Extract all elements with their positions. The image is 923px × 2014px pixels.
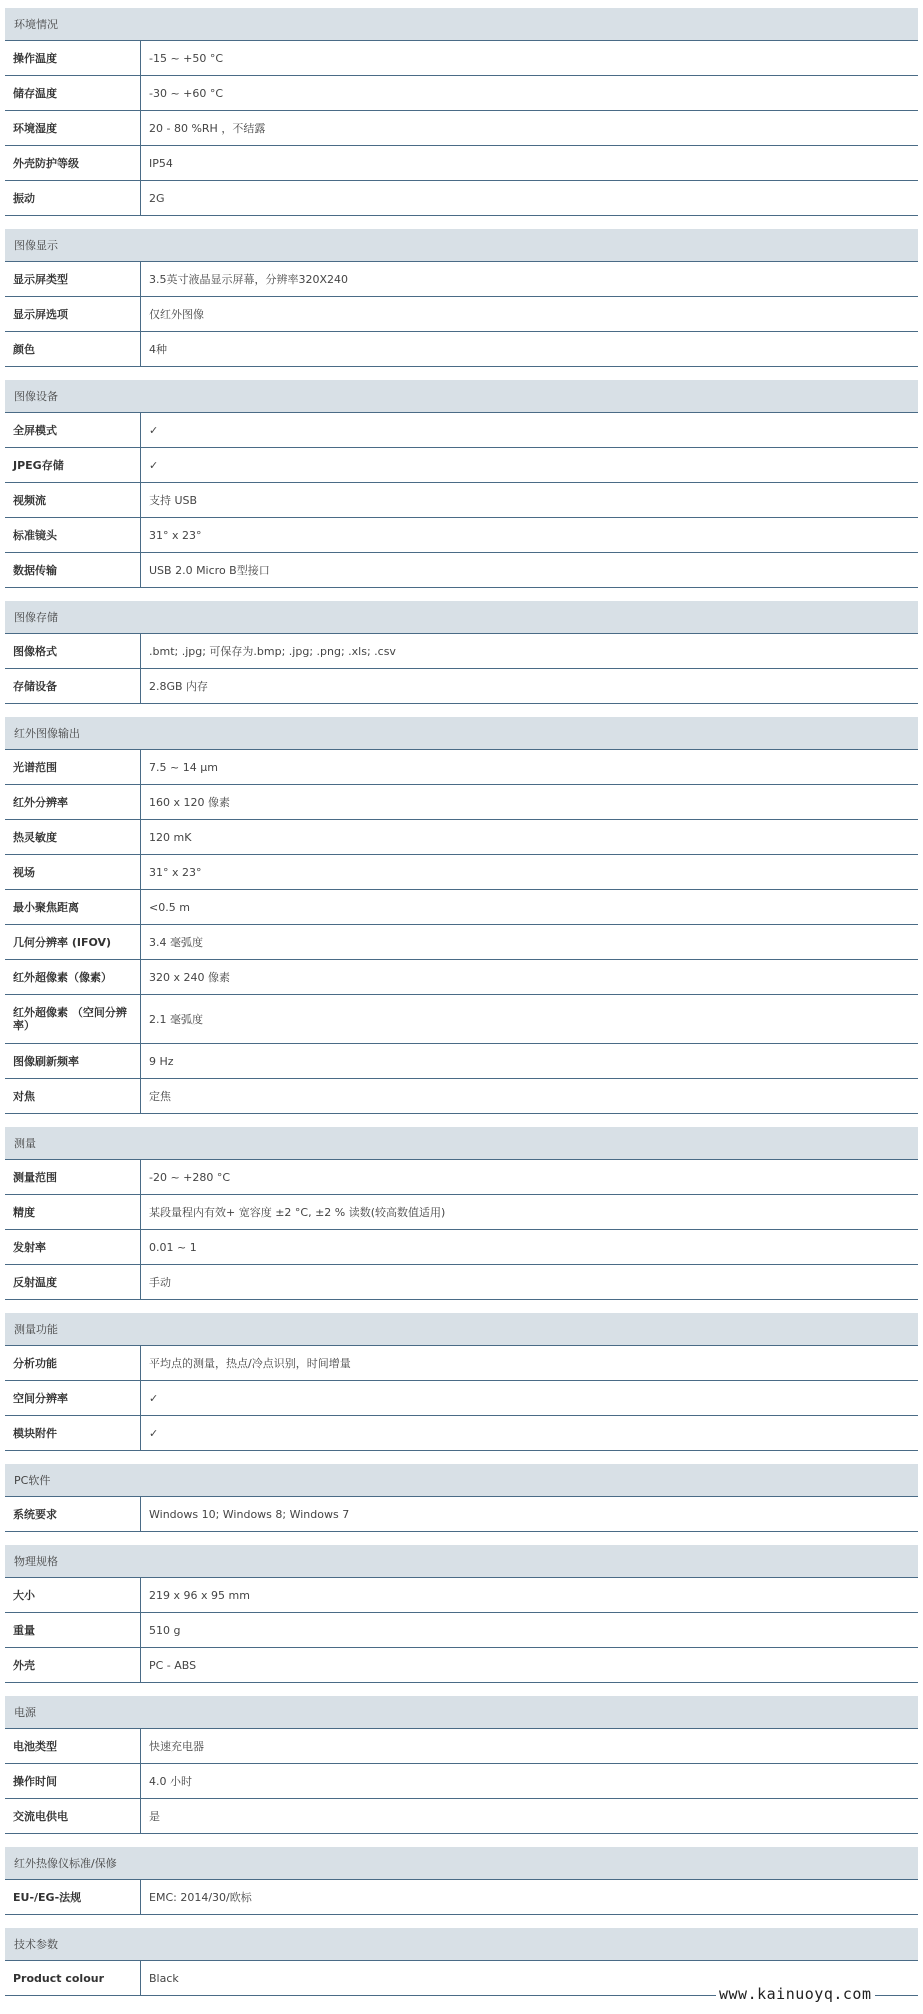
spec-row [5, 553, 918, 588]
spec-value: 510 g [149, 1623, 181, 1637]
spec-row [5, 332, 918, 367]
spec-label: 测量范围 [5, 1160, 141, 1194]
spec-value: 是 [149, 1810, 160, 1823]
spec-value: 2.8GB 内存 [149, 680, 209, 693]
spec-label: 红外分辨率 [5, 785, 141, 819]
watermark-text: www.kainuoyq.com [716, 1985, 875, 2003]
spec-label: 外壳防护等级 [5, 146, 141, 180]
spec-label: 显示屏类型 [5, 262, 141, 296]
section-heading: 电源 [5, 1696, 918, 1729]
spec-value: 7.5 ~ 14 µm [149, 760, 218, 774]
spec-label: 反射温度 [5, 1265, 141, 1299]
spec-row [5, 1230, 918, 1265]
spec-section [5, 1313, 918, 1451]
spec-section [5, 1464, 918, 1532]
spec-label: 全屏模式 [5, 413, 141, 447]
spec-row [5, 76, 918, 111]
spec-value: 3.4 毫弧度 [149, 936, 203, 949]
spec-section [5, 717, 918, 1114]
spec-label: 空间分辨率 [5, 1381, 141, 1415]
spec-row [5, 1265, 918, 1300]
spec-label: 操作时间 [5, 1764, 141, 1798]
spec-value: .bmt; .jpg; 可保存为.bmp; .jpg; .png; .xls; .csv [149, 645, 396, 658]
spec-value: 320 x 240 像素 [149, 971, 230, 984]
spec-row [5, 181, 918, 216]
spec-value: 160 x 120 像素 [149, 796, 230, 809]
spec-section [5, 1545, 918, 1683]
spec-label: 图像格式 [5, 634, 141, 668]
spec-value: ✓ [149, 1426, 159, 1440]
spec-label: 光谱范围 [5, 750, 141, 784]
spec-row [5, 1729, 918, 1764]
spec-table [5, 8, 918, 2009]
spec-value: 20 - 80 %RH ，不结露 [149, 122, 266, 135]
spec-row [5, 41, 918, 76]
spec-row [5, 1497, 918, 1532]
spec-value: IP54 [149, 156, 173, 170]
spec-section [5, 1127, 918, 1300]
spec-row [5, 1799, 918, 1834]
spec-value: 219 x 96 x 95 mm [149, 1588, 250, 1602]
spec-value: EMC: 2014/30/欧标 [149, 1891, 252, 1904]
spec-value: 某段量程内有效+ 宽容度 ±2 °C, ±2 % 读数(较高数值适用) [149, 1206, 446, 1219]
spec-label: 显示屏选项 [5, 297, 141, 331]
spec-value: ✓ [149, 1391, 159, 1405]
spec-value: -15 ~ +50 °C [149, 51, 224, 65]
spec-value: 4种 [149, 343, 167, 356]
spec-value: -30 ~ +60 °C [149, 86, 224, 100]
spec-label: 模块附件 [5, 1416, 141, 1450]
spec-section [5, 1847, 918, 1915]
spec-row [5, 669, 918, 704]
spec-value: 手动 [149, 1276, 171, 1289]
spec-label: Product colour [5, 1961, 141, 1995]
spec-label: 红外超像素 （空间分辨率） [5, 995, 141, 1043]
spec-value: Windows 10; Windows 8; Windows 7 [149, 1507, 350, 1521]
spec-section [5, 229, 918, 367]
spec-row [5, 111, 918, 146]
spec-value: 2G [149, 191, 165, 205]
spec-row [5, 925, 918, 960]
spec-label: 储存温度 [5, 76, 141, 110]
spec-label: 几何分辨率 (IFOV) [5, 925, 141, 959]
spec-row [5, 750, 918, 785]
spec-row [5, 1416, 918, 1451]
spec-label: 分析功能 [5, 1346, 141, 1380]
spec-value: 仅红外图像 [149, 308, 204, 321]
spec-value: <0.5 m [149, 900, 190, 914]
spec-label: 交流电供电 [5, 1799, 141, 1833]
spec-value: 0.01 ~ 1 [149, 1240, 197, 1254]
spec-label: 视场 [5, 855, 141, 889]
spec-row [5, 1578, 918, 1613]
spec-value: Black [149, 1971, 179, 1985]
spec-label: 电池类型 [5, 1729, 141, 1763]
spec-row [5, 1044, 918, 1079]
spec-row [5, 855, 918, 890]
spec-section [5, 8, 918, 216]
spec-label: 系统要求 [5, 1497, 141, 1531]
spec-row [5, 1195, 918, 1230]
spec-label: 热灵敏度 [5, 820, 141, 854]
section-heading: 技术参数 [5, 1928, 918, 1961]
spec-label: 振动 [5, 181, 141, 215]
spec-row [5, 413, 918, 448]
spec-row [5, 1160, 918, 1195]
section-heading: 测量功能 [5, 1313, 918, 1346]
spec-row [5, 146, 918, 181]
spec-label: EU-/EG-法规 [5, 1880, 141, 1914]
spec-value: 31° x 23° [149, 528, 202, 542]
spec-value: 3.5英寸液晶显示屏幕，分辨率320X240 [149, 273, 349, 286]
spec-value: 平均点的测量，热点/冷点识别，时间增量 [149, 1357, 351, 1370]
spec-row [5, 1764, 918, 1799]
spec-row [5, 448, 918, 483]
spec-row [5, 1346, 918, 1381]
spec-section [5, 380, 918, 588]
spec-row [5, 518, 918, 553]
section-heading: 测量 [5, 1127, 918, 1160]
spec-row [5, 483, 918, 518]
spec-label: 环境湿度 [5, 111, 141, 145]
spec-label: 操作温度 [5, 41, 141, 75]
spec-value: 9 Hz [149, 1054, 174, 1068]
spec-value: PC - ABS [149, 1658, 197, 1672]
spec-label: 重量 [5, 1613, 141, 1647]
spec-label: 对焦 [5, 1079, 141, 1113]
spec-value: ✓ [149, 423, 159, 437]
section-heading: 红外热像仪标准/保修 [5, 1847, 918, 1880]
spec-row [5, 297, 918, 332]
spec-label: 大小 [5, 1578, 141, 1612]
spec-row [5, 995, 918, 1044]
section-heading: 环境情况 [5, 8, 918, 41]
spec-label: 红外超像素（像素） [5, 960, 141, 994]
spec-row [5, 960, 918, 995]
spec-label: JPEG存储 [5, 448, 141, 482]
spec-value: 120 mK [149, 830, 192, 844]
section-heading: PC软件 [5, 1464, 918, 1497]
spec-row [5, 890, 918, 925]
spec-value: ✓ [149, 458, 159, 472]
spec-label: 精度 [5, 1195, 141, 1229]
spec-label: 外壳 [5, 1648, 141, 1682]
spec-section [5, 601, 918, 704]
spec-row [5, 262, 918, 297]
spec-row [5, 1648, 918, 1683]
section-heading: 图像设备 [5, 380, 918, 413]
spec-value: 快速充电器 [149, 1740, 204, 1753]
spec-row [5, 1613, 918, 1648]
spec-value: -20 ~ +280 °C [149, 1170, 231, 1184]
spec-value: 支持 USB [149, 494, 198, 507]
section-heading: 红外图像输出 [5, 717, 918, 750]
spec-row [5, 820, 918, 855]
spec-label: 标准镜头 [5, 518, 141, 552]
spec-value: 定焦 [149, 1090, 171, 1103]
section-heading: 图像存储 [5, 601, 918, 634]
spec-value: USB 2.0 Micro B型接口 [149, 564, 270, 577]
section-heading: 物理规格 [5, 1545, 918, 1578]
spec-section [5, 1696, 918, 1834]
spec-label: 最小聚焦距离 [5, 890, 141, 924]
spec-value: 4.0 小时 [149, 1775, 192, 1788]
spec-label: 图像刷新频率 [5, 1044, 141, 1078]
spec-row [5, 1079, 918, 1114]
spec-row [5, 634, 918, 669]
spec-value: 31° x 23° [149, 865, 202, 879]
section-heading: 图像显示 [5, 229, 918, 262]
spec-row [5, 1880, 918, 1915]
spec-label: 存储设备 [5, 669, 141, 703]
spec-label: 发射率 [5, 1230, 141, 1264]
spec-row [5, 785, 918, 820]
spec-label: 数据传输 [5, 553, 141, 587]
spec-value: 2.1 毫弧度 [149, 1013, 203, 1026]
spec-row [5, 1381, 918, 1416]
spec-label: 视频流 [5, 483, 141, 517]
spec-label: 颜色 [5, 332, 141, 366]
